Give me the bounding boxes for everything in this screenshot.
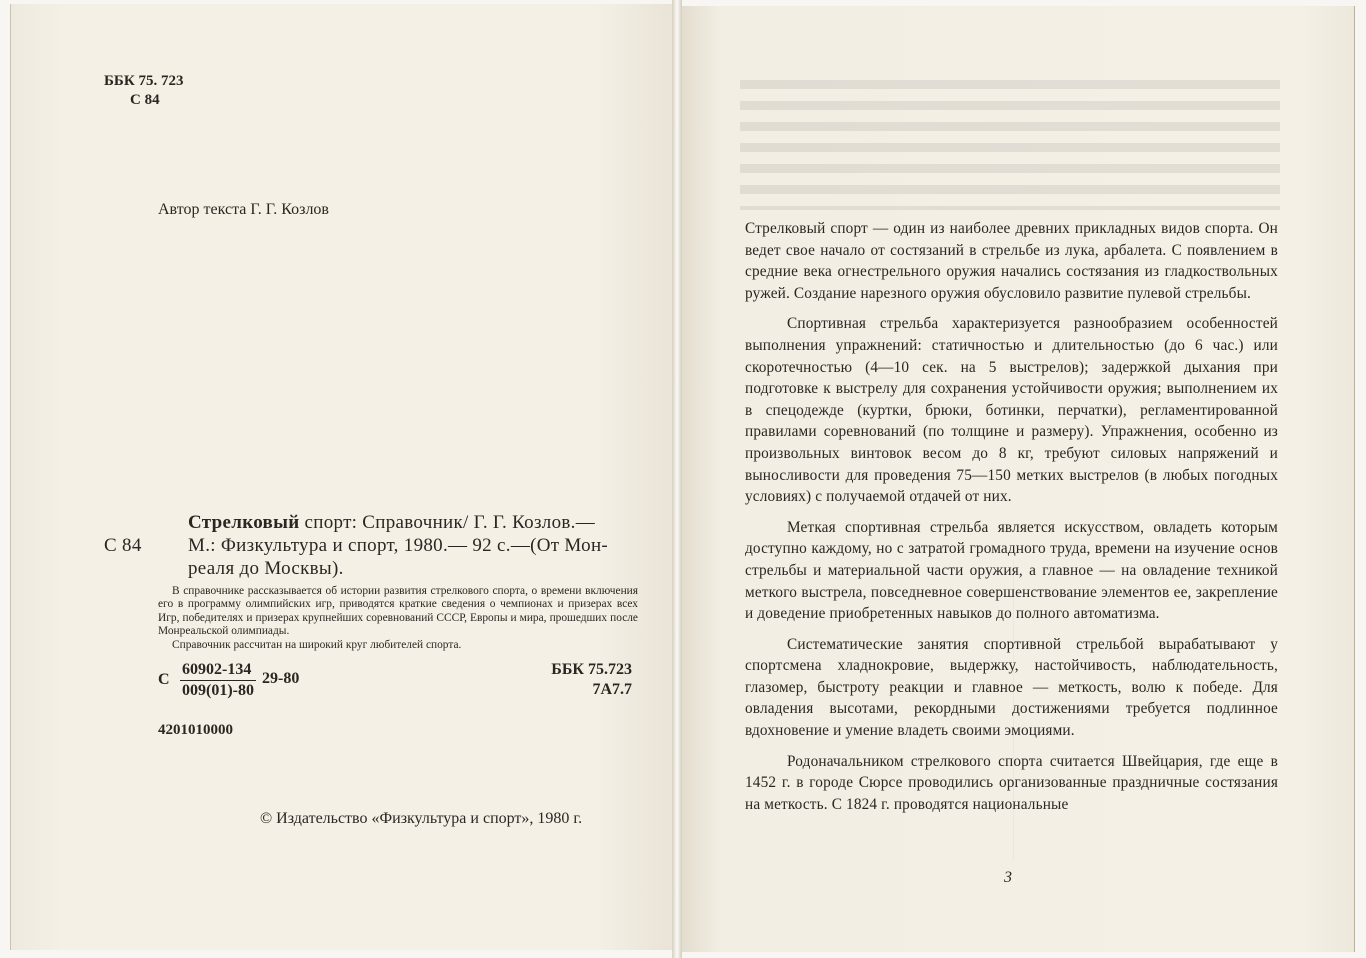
- citation-line1: [104, 511, 644, 534]
- code-letter: С: [158, 671, 170, 688]
- page-crease: [1013, 560, 1014, 860]
- page-number: 3: [1004, 869, 1012, 886]
- bleed-through-shadow: [740, 80, 1280, 210]
- bibliographic-citation: [104, 511, 644, 580]
- citation-line2-row: [104, 534, 644, 557]
- code-fraction: [180, 660, 256, 701]
- left-page: [10, 4, 675, 950]
- annotation-paragraph: Справочник рассчитан на широкий круг любителей спорта.: [172, 638, 462, 651]
- bbk-classification-bottom: [551, 660, 632, 700]
- book-gutter: [672, 0, 682, 958]
- code-suffix: 29-80: [262, 670, 300, 687]
- bbk-classification-top: [104, 72, 183, 110]
- citation-line2: М.: Физкультура и спорт, 1980.— 92 с.—(От Мон-: [188, 535, 609, 556]
- catalog-codes: [158, 660, 638, 704]
- body-paragraph: Спортивная стрельба характеризуется разнообразием особенностей выполнения упражнений: статичностью и длительностью (до 6 час.) или скоротечностью (4—10 сек. на 5 выстрелов); задержкой дыхания при подготовке к выстрелу для сохранения устойчивости оружия; выполнением их в спецодежде (куртки, брюки, ботинки, перчатки), регламентированной правилами соревнований (по толщине и размеру). Упражнения, особенно из произвольных винтовок весом до 8 кг, требуют силовых напряжений и выносливости для проведения 75—150 метких выстрелов (в любых погодных условиях) с получаемой отдачей от них.: [745, 315, 1278, 506]
- code-numerator: 60902-134: [180, 660, 256, 681]
- bbk-top-line2: С 84: [130, 92, 160, 108]
- annotation: [158, 585, 638, 652]
- bbk-top-line1: ББК 75. 723: [104, 73, 184, 89]
- copyright-notice: © Издательство «Физкультура и спорт», 1980 г.: [260, 810, 583, 827]
- body-paragraph: Меткая спортивная стрельба является искусством, овладеть которым доступно каждому, но с затратой громадного труда, времени на изучение основ стрельбы и материальной части оружия, а главное — на овладение техникой меткого выстрела, повседневное совершенствование элементов ее, закрепление и доведение приобретенных навыков до полного автоматизма.: [745, 518, 1278, 623]
- bbk-bottom-line2: 7А7.7: [592, 681, 632, 698]
- body-text: [745, 218, 1278, 824]
- body-paragraph: Стрелковый спорт — один из наиболее древних прикладных видов спорта. Он ведет свое начало от состязаний в стрельбе из лука, арбалета. С появлением в средние века огнестрельного оружия начались состязания из гладкоствольных ружей. Создание нарезного оружия обусловило развитие пулевой стрельбы.: [745, 220, 1278, 302]
- citation-title-bold: Стрелковый: [188, 512, 300, 533]
- citation-code: С 84: [104, 535, 142, 556]
- citation-line3: реаля до Москвы).: [188, 558, 344, 579]
- body-paragraph: Родоначальником стрелкового спорта считается Швейцария, где еще в 1452 г. в городе Сюрсе проводились организованные праздничные состязания на меткость. С 1824 г. проводятся национальные: [745, 752, 1278, 813]
- number-code: 4201010000: [158, 722, 233, 738]
- citation-line1-rest: спорт: Справочник/ Г. Г. Козлов.—: [299, 512, 595, 533]
- author-credit: Автор текста Г. Г. Козлов: [158, 201, 329, 218]
- body-paragraph: Систематические занятия спортивной стрельбой вырабатывают у спортсмена хладнокровие, выдержку, настойчивость, наблюдательность, глазомер, быстроту реакции и главное — меткость, волю к победе. Для овладения высотами, рекордными достижениями требуется подлинное вдохновение и умение владеть своими эмоциями.: [745, 635, 1278, 740]
- code-denominator: 009(01)-80: [182, 682, 254, 699]
- bbk-bottom-line1: ББК 75.723: [551, 661, 632, 678]
- annotation-paragraph: В справочнике рассказывается об истории развития стрелкового спорта, о времени включения его в программу олимпийских игр, приводятся краткие сведения о чемпионах и призерах всех Игр, победителях и призерах крупнейших соревнований СССР, Европы и мира, прошедших после Монреальской олимпиады.: [158, 585, 638, 638]
